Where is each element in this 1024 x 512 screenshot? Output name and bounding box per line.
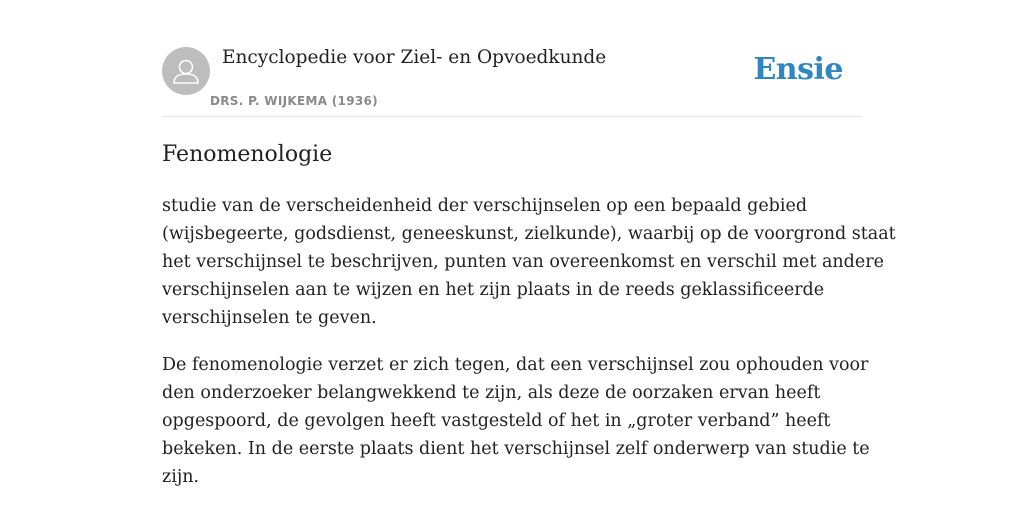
paragraph-line: De fenomenologie verzet er zich tegen, dat een verschijnsel zou ophouden voor xyxy=(162,355,869,375)
ensie-logo[interactable]: Ensie xyxy=(753,52,843,87)
paragraph-line: bekeken. In de eerste plaats dient het verschijnsel zelf onderwerp van studie te xyxy=(162,439,870,459)
paragraph-line: opgespoord, de gevolgen heeft vastgesteld of het in „groter verband” heeft xyxy=(162,411,831,431)
source-title[interactable]: Encyclopedie voor Ziel- en Opvoedkunde xyxy=(222,47,607,68)
user-icon xyxy=(162,47,210,95)
paragraph-line: (wijsbegeerte, godsdienst, geneeskunst, zielkunde), waarbij op de voorgrond staat xyxy=(162,224,896,244)
author-name[interactable]: DRS. P. WIJKEMA (1936) xyxy=(210,94,378,108)
paragraph-line: zijn. xyxy=(162,467,200,487)
paragraph-line: het verschijnsel te beschrijven, punten van overeenkomst en verschil met andere xyxy=(162,252,884,272)
article-title: Fenomenologie xyxy=(162,142,333,167)
article-paragraph-2 xyxy=(162,351,870,491)
paragraph-line: verschijnselen te geven. xyxy=(162,308,377,328)
article-header xyxy=(162,46,862,117)
paragraph-line: verschijnselen aan te wijzen en het zijn plaats in de reeds geklassificeerde xyxy=(162,280,825,300)
author-avatar xyxy=(162,47,210,95)
paragraph-line: den onderzoeker belangwekkend te zijn, als deze de oorzaken ervan heeft xyxy=(162,383,821,403)
paragraph-line: studie van de verscheidenheid der verschijnselen op een bepaald gebied xyxy=(162,196,808,216)
article-paragraph-1 xyxy=(162,192,896,332)
